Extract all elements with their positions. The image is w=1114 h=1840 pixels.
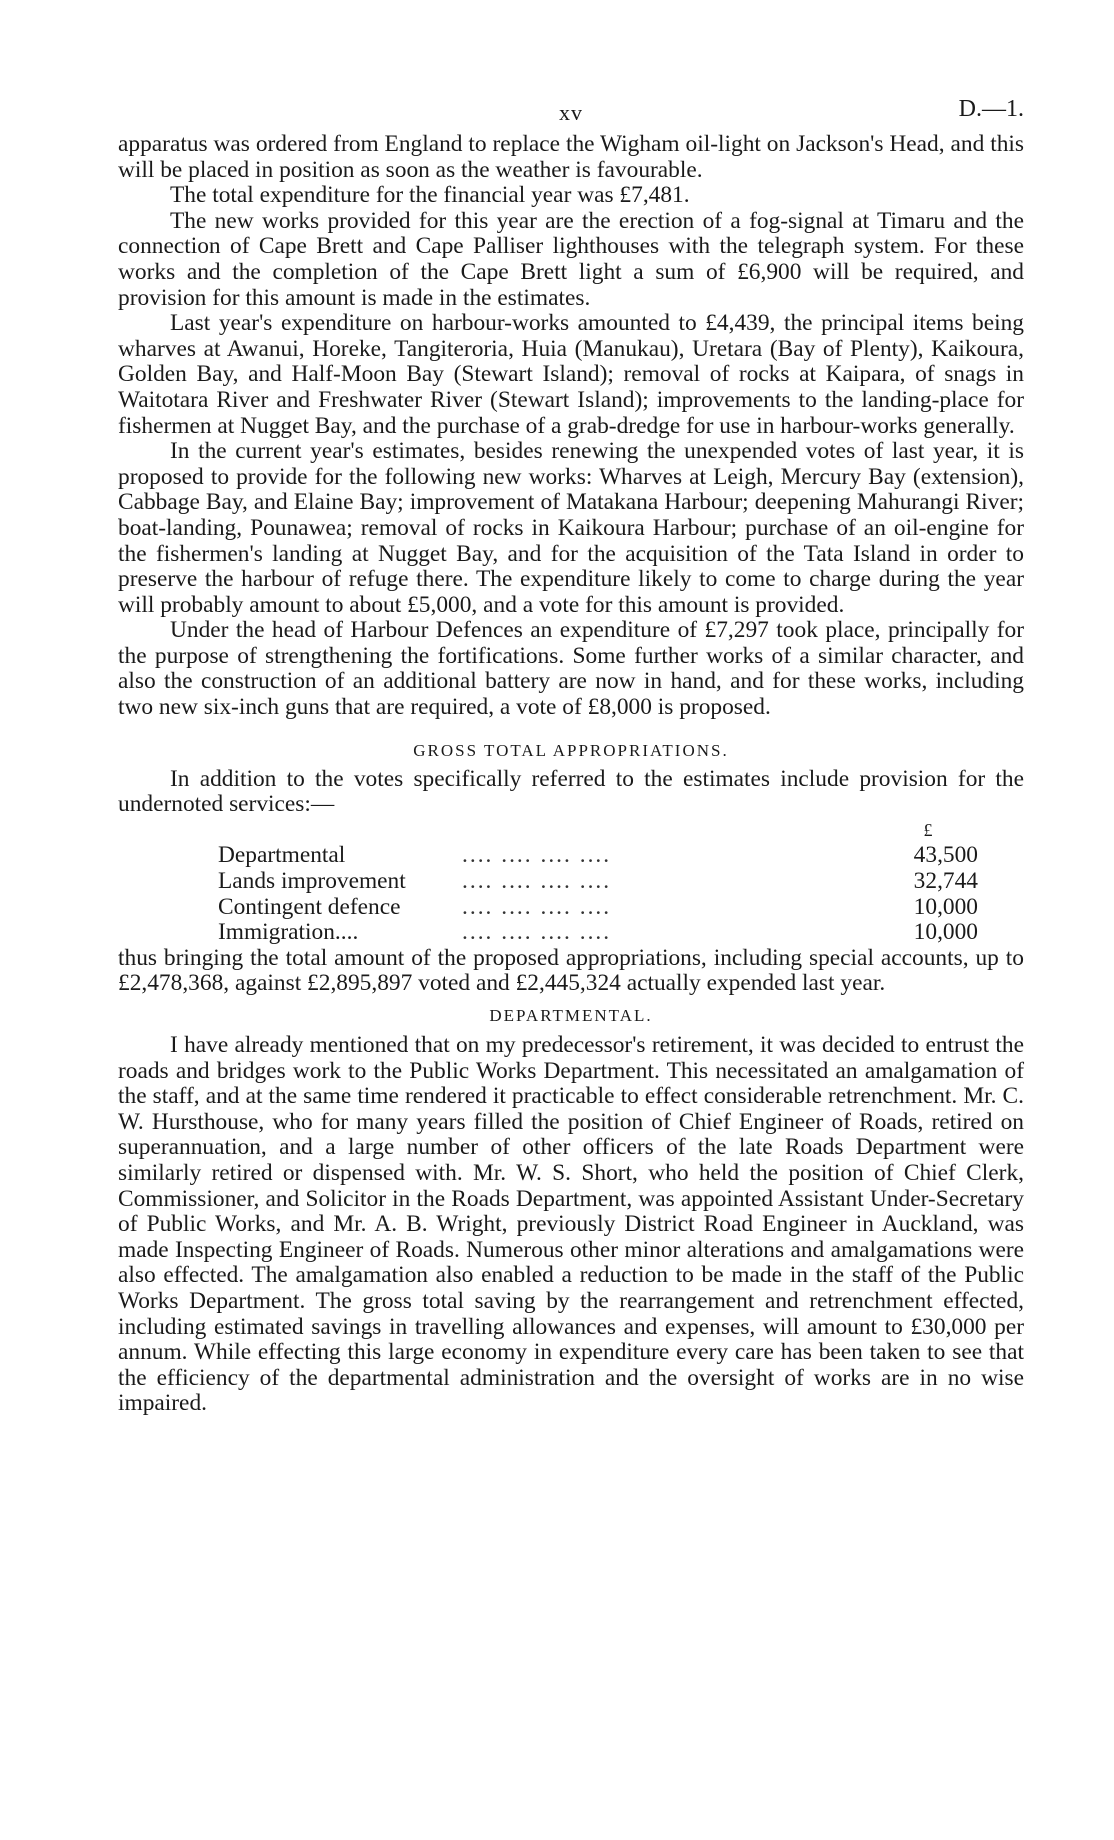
paragraph-appropriations-closing: thus bringing the total amount of the proposed appropriations, including special accounts, up to £2,478,368, against £2,895,897 voted and £2,445,324 actually expended last year. <box>118 944 1024 997</box>
paragraph-harbour-works: Last year's expenditure on harbour-works amounted to £4,439, the principal items being wharves at Awanui, Horeke, Tangiteroria, Huia (Manukau), Uretara (Bay of Plenty), Kaikoura, Golden Bay, and Half-Moon Bay (Stewart Island); removal of rocks at Kaipara, of snags in Waitotara River and Freshwater River (Stewart Island); improvements to the landing-place for fishermen at Nugget Bay, and the purchase of a grab-dredge for use in harbour-works generally. <box>118 310 1024 439</box>
row-amount: 10,000 <box>913 919 978 946</box>
row-label: Lands improvement <box>218 868 406 895</box>
page-header <box>118 92 1024 132</box>
row-label: Departmental <box>218 842 346 869</box>
paragraph-current-estimates: In the current year's estimates, besides renewing the unexpended votes of last year, it is proposed to provide for the following new works: Wharves at Leigh, Mercury Bay (extension), Cabbage Bay, and Elaine Bay; improvement of Matakana Harbour; deepening Mahurangi River; boat-landing, Pounawea; removal of rocks in Kaikoura Harbour; purchase of an oil-engine for the fishermen's landing at Nugget Bay, and for the acquisition of the Tata Island in order to preserve the harbour of refuge there. The expenditure likely to come to charge during the year will probably amount to about £5,000, and a vote for this amount is provided. <box>118 438 1024 618</box>
leader-dots: .... .... .... .... <box>462 868 612 895</box>
row-amount: 32,744 <box>913 868 978 895</box>
currency-row <box>218 818 978 844</box>
row-amount: 10,000 <box>913 893 978 920</box>
page-number: xv <box>559 100 583 125</box>
table-row <box>218 895 978 921</box>
row-amount: 43,500 <box>913 842 978 869</box>
document-reference: D.—1. <box>958 96 1024 122</box>
table-row <box>218 920 978 946</box>
document-page <box>118 92 1024 1417</box>
appropriations-table <box>218 818 978 946</box>
row-label: Immigration.... <box>218 919 359 946</box>
table-row <box>218 869 978 895</box>
paragraph-harbour-defences: Under the head of Harbour Defences an expenditure of £7,297 took place, principally for the purpose of strengthening the fortifications. Some further works of a similar character, and also the construction of an additional battery are now in hand, and for these works, including two new six-inch guns that are required, a vote of £8,000 is proposed. <box>118 617 1024 721</box>
paragraph-new-works: The new works provided for this year are the erection of a fog-signal at Timaru and the connection of Cape Brett and Cape Palliser lighthouses with the telegraph system. For these works and the completion of the Cape Brett light a sum of £6,900 will be required, and provision for this amount is made in the estimates. <box>118 207 1024 311</box>
paragraph-appropriations-intro: In addition to the votes specifically referred to the estimates include provision for the undernoted services:— <box>118 765 1024 818</box>
row-label: Contingent defence <box>218 893 401 920</box>
paragraph-expenditure: The total expenditure for the financial year was £7,481. <box>170 182 690 209</box>
table-row <box>218 843 978 869</box>
currency-symbol: £ <box>923 819 933 840</box>
leader-dots: .... .... .... .... <box>462 842 612 869</box>
leader-dots: .... .... .... .... <box>462 893 612 920</box>
section-heading-departmental: DEPARTMENTAL. <box>489 1006 653 1025</box>
leader-dots: .... .... .... .... <box>462 919 612 946</box>
paragraph-departmental: I have already mentioned that on my predecessor's retirement, it was decided to entrust the roads and bridges work to the Public Works Department. This necessitated an amalgamation of the staff, and at the same time rendered it practicable to effect considerable retrenchment. Mr. C. W. Hursthouse, who for many years filled the position of Chief Engineer of Roads, retired on superannuation, and a large number of other officers of the late Roads Department were similarly retired or dispensed with. Mr. W. S. Short, who held the position of Chief Clerk, Commissioner, and Solicitor in the Roads Department, was appointed Assistant Under-Secretary of Public Works, and Mr. A. B. Wright, previously District Road Engineer in Auckland, was made Inspecting Engineer of Roads. Numerous other minor alterations and amalgamations were also effected. The amalgamation also enabled a reduction to be made in the staff of the Public Works Department. The gross total saving by the rearrangement and retrenchment effected, including estimated savings in travelling allowances and expenses, will amount to £30,000 per annum. While effecting this large economy in expenditure every care has been taken to see that the efficiency of the departmental administration and the oversight of works are in no wise impaired. <box>118 1032 1024 1417</box>
section-heading-appropriations: GROSS TOTAL APPROPRIATIONS. <box>413 740 729 760</box>
paragraph-continued: apparatus was ordered from England to replace the Wigham oil-light on Jackson's Head, and this will be placed in position as soon as the weather is favourable. <box>118 131 1024 183</box>
